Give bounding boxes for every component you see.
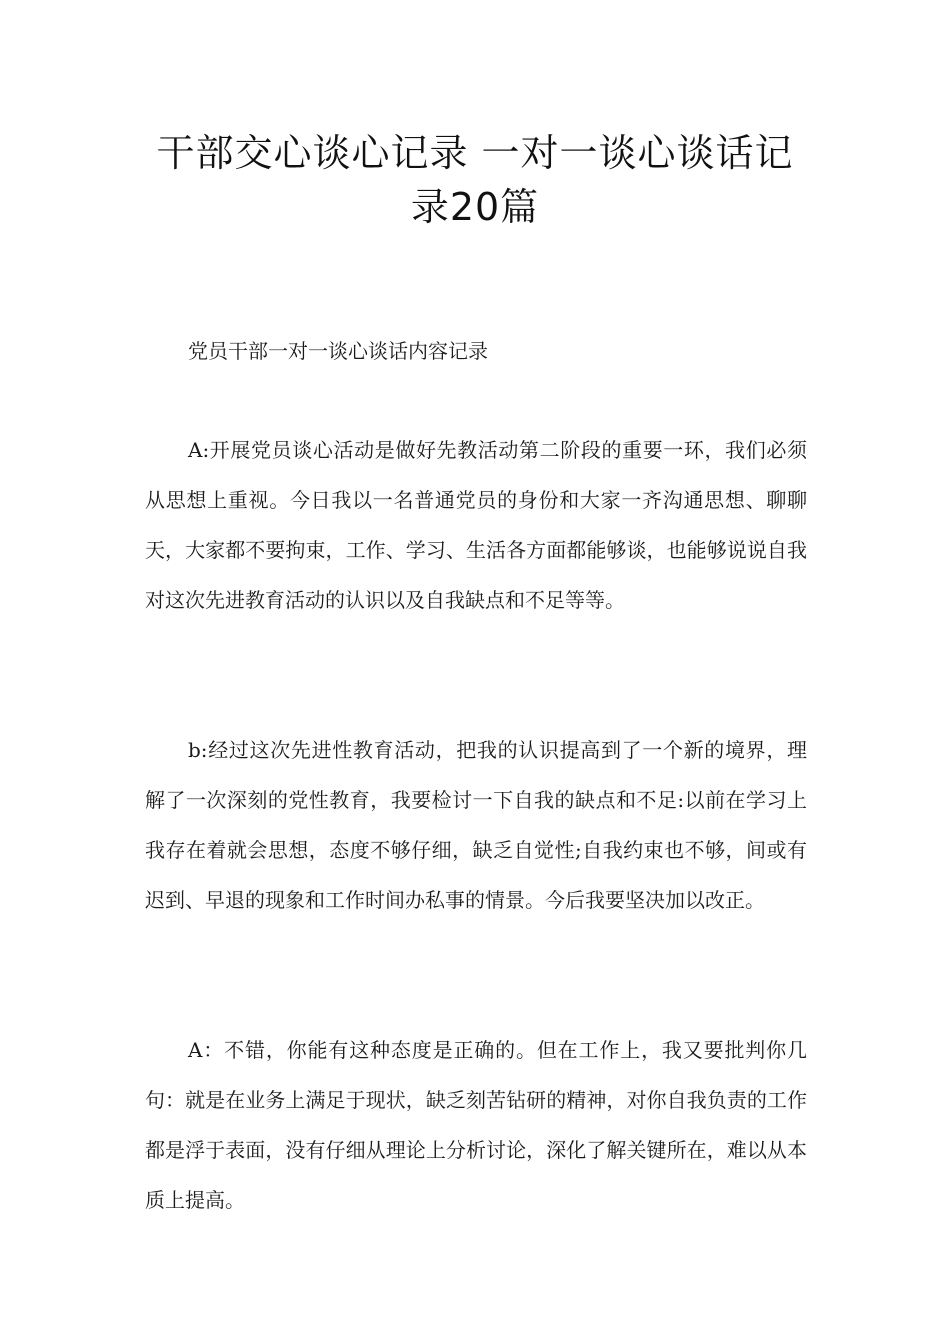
document-subtitle: 党员干部一对一谈心谈话内容记录 bbox=[188, 339, 488, 363]
paragraph-2: b:经过这次先进性教育活动，把我的认识提高到了一个新的境界，理解了一次深刻的党性教育，我要检讨一下自我的缺点和不足:以前在学习上我存在着就会思想，态度不够仔细，缺乏自觉性;自我约束也不够，间或有迟到、早退的现象和工作时间办私事的情景。今后我要坚决加以改正。 bbox=[145, 738, 807, 912]
paragraph-3: A：不错，你能有这种态度是正确的。但在工作上，我又要批判你几句：就是在业务上满足于现状，缺乏刻苦钻研的精神，对你自我负责的工作都是浮于表面，没有仔细从理论上分析讨论，深化了解关键所在，难以从本质上提高。 bbox=[145, 1038, 807, 1212]
paragraph-1: A:开展党员谈心活动是做好先教活动第二阶段的重要一环，我们必须从思想上重视。今日我以一名普通党员的身份和大家一齐沟通思想、聊聊天，大家都不要拘束，工作、学习、生活各方面都能够谈，也能够说说自我对这次先进教育活动的认识以及自我缺点和不足等等。 bbox=[145, 438, 807, 612]
document-title: 干部交心谈心记录 一对一谈心谈话记录20篇 bbox=[156, 131, 794, 229]
